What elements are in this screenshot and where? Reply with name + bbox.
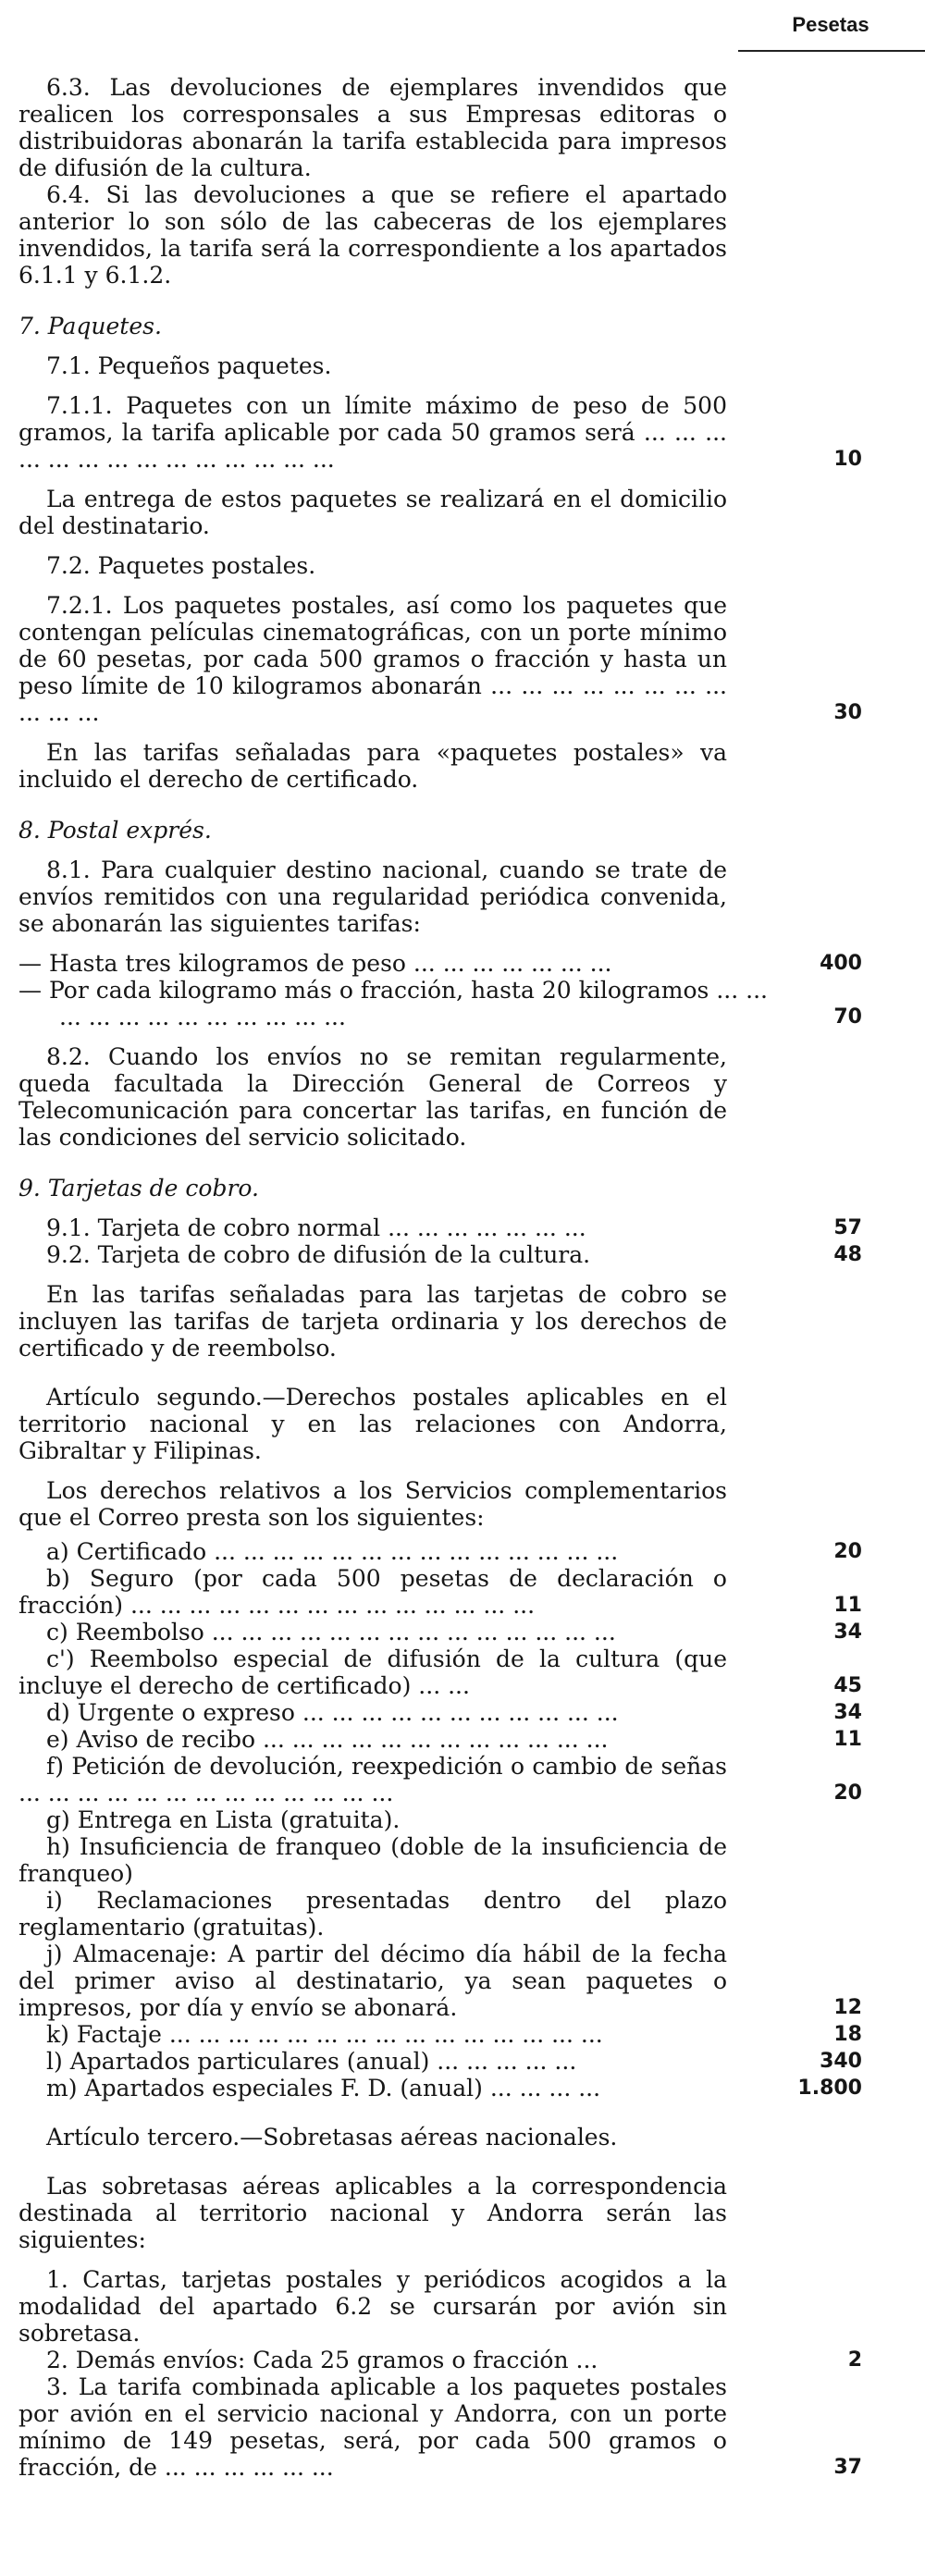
paragraph-7-1: 7.1. Pequeños paquetes. xyxy=(46,352,332,379)
note-7-1 xyxy=(18,486,727,539)
entry-text: 9.2. Tarjeta de cobro de difusión de la cultura. xyxy=(46,1241,591,1268)
list-item: h) Insuficiencia de franqueo (doble de la insuficiencia de franqueo) xyxy=(18,1833,727,1887)
list-item: j) Almacenaje: A partir del décimo día hábil de la fecha del primer aviso al destinatario, ya sean paquetes o impresos, por día y envío se abonará. 12 xyxy=(18,1941,862,2021)
paragraph-6-4: 6.4. Si las devoluciones a que se refiere el apartado anterior lo son sólo de las cabeceras de los ejemplares invendidos, la tarifa será la correspondiente a los apartados 6.1.1 y 6.1.2. xyxy=(18,181,727,289)
list-item: f) Petición de devolución, reexpedición o cambio de señas ... ... ... ... ... ... ... ... ... ... ... ... ... 20 xyxy=(18,1753,862,1806)
list-item: l) Apartados particulares (anual) ... ... ... ... ... 340 xyxy=(46,2048,862,2075)
list-item: c') Reembolso especial de difusión de la cultura (que incluye el derecho de certificado) ... ... 45 xyxy=(18,1645,862,1699)
entry-amount: 10 xyxy=(833,448,862,471)
article-2-intro: Los derechos relativos a los Servicios complementarios que el Correo presta son los siguientes: xyxy=(18,1477,727,1531)
article-3 xyxy=(18,2124,727,2347)
entry-text: — Hasta tres kilogramos de peso ... ... ... ... ... ... ... xyxy=(18,950,612,977)
entry-amount: 400 xyxy=(820,952,862,975)
paragraph-7-1-note: La entrega de estos paquetes se realizará en el domicilio del destinatario. xyxy=(18,486,727,539)
list-item: i) Reclamaciones presentadas dentro del plazo reglamentario (gratuitas). xyxy=(18,1887,727,1941)
entry-amount: 57 xyxy=(833,1216,862,1239)
entry-amount: 48 xyxy=(833,1243,862,1266)
article-3-item-1: 1. Cartas, tarjetas postales y periódicos acogidos a la modalidad del apartado 6.2 se cursarán por avión sin sobretasa. xyxy=(18,2266,727,2347)
entry-9-2 xyxy=(18,1241,906,1268)
list-item: g) Entrega en Lista (gratuita). xyxy=(46,1806,401,1833)
document-body xyxy=(18,74,906,2481)
article-2 xyxy=(18,1384,727,1531)
article-3-intro: Las sobretasas aéreas aplicables a la correspondencia destinada al territorio nacional y Andorra serán las siguientes: xyxy=(18,2173,727,2253)
list-item: d) Urgente o expreso ... ... ... ... ... ... ... ... ... ... ... 34 xyxy=(46,1699,862,1726)
article-2-title: Artículo segundo.—Derechos postales aplicables en el territorio nacional y en las relaciones con Andorra, Gibraltar y Filipinas. xyxy=(18,1384,727,1464)
entry-amount: 30 xyxy=(833,701,862,724)
list-item: e) Aviso de recibo ... ... ... ... ... ... ... ... ... ... ... ... 11 xyxy=(46,1726,862,1753)
entry-amount: 37 xyxy=(833,2456,862,2479)
list-item: b) Seguro (por cada 500 pesetas de declaración o fracción) ... ... ... ... ... ... ... ... ... ... ... ... ... ... 11 xyxy=(18,1565,862,1619)
entry-7-1-1 xyxy=(18,392,906,473)
heading-7: 7. Paquetes. xyxy=(18,313,162,339)
section-8 xyxy=(18,857,727,937)
paragraph-8-1: 8.1. Para cualquier destino nacional, cuando se trate de envíos remitidos con una regularidad periódica convenida, se abonarán las siguientes tarifas: xyxy=(18,857,727,937)
entry-text: 2. Demás envíos: Cada 25 gramos o fracción ... xyxy=(46,2347,598,2373)
section-8-2 xyxy=(18,1043,727,1151)
entry-amount: 70 xyxy=(833,1005,862,1029)
paragraph-9-note: En las tarifas señaladas para las tarjetas de cobro se incluyen las tarifas de tarjeta ordinaria y los derechos de certificado y de reembolso. xyxy=(18,1281,727,1362)
section-6-continued xyxy=(18,74,727,289)
paragraph-6-3: 6.3. Las devoluciones de ejemplares invendidos que realicen los corresponsales a sus Empresas editoras o distribuidoras abonarán la tarifa establecida para impresos de difusión de la cultura. xyxy=(18,74,727,181)
article-3-item-3 xyxy=(18,2373,906,2481)
entry-amount: 2 xyxy=(847,2348,862,2372)
note-9 xyxy=(18,1281,727,1362)
entry-text: — Por cada kilogramo más o fracción, hasta 20 kilogramos ... ... ... ... ... ... ... ... ... ... ... ... xyxy=(18,977,768,1030)
entry-9-1 xyxy=(18,1214,906,1241)
section-7-2 xyxy=(18,552,727,579)
heading-9: 9. Tarjetas de cobro. xyxy=(18,1175,259,1202)
entry-text: 9.1. Tarjeta de cobro normal ... ... ... ... ... ... ... xyxy=(46,1214,586,1241)
pesetas-column-header: Pesetas xyxy=(792,13,870,36)
section-7 xyxy=(18,352,727,379)
list-item: m) Apartados especiales F. D. (anual) ... ... ... ... 1.800 xyxy=(46,2075,862,2101)
list-item: k) Factaje ... ... ... ... ... ... ... ... ... ... ... ... ... ... ... 18 xyxy=(46,2021,862,2048)
list-item: c) Reembolso ... ... ... ... ... ... ... ... ... ... ... ... ... ... 34 xyxy=(46,1619,862,1645)
note-7-2 xyxy=(18,739,727,793)
paragraph-7-2-note: En las tarifas señaladas para «paquetes postales» va incluido el derecho de certificado. xyxy=(18,739,727,793)
article-2-item-list xyxy=(18,1538,906,2101)
paragraph-8-2: 8.2. Cuando los envíos no se remitan regularmente, queda facultada la Dirección General de Correos y Telecomunicación para concertar las tarifas, en función de las condiciones del servicio solicitado. xyxy=(18,1043,727,1151)
entry-8-1-b xyxy=(18,977,906,1030)
entry-text: 7.1.1. Paquetes con un límite máximo de peso de 500 gramos, la tarifa aplicable por cada 50 gramos será ... ... ... ... ... ... ... ... ... ... ... ... ... ... xyxy=(18,392,727,473)
heading-8: 8. Postal exprés. xyxy=(18,817,212,844)
paragraph-7-2: 7.2. Paquetes postales. xyxy=(46,552,316,579)
entry-text: 7.2.1. Los paquetes postales, así como los paquetes que contengan películas cinematográficas, con un porte mínimo de 60 pesetas, por cada 500 gramos o fracción y hasta un peso límite de 10 kilogramos abonarán ... ... ... ... ... ... ... ... ... ... ... xyxy=(18,592,727,726)
header-rule xyxy=(738,50,925,52)
entry-text: 3. La tarifa combinada aplicable a los paquetes postales por avión en el servicio nacional y Andorra, con un porte mínimo de 149 pesetas, será, por cada 500 gramos o fracción, de ... ... ... ... ... ... xyxy=(18,2373,727,2481)
entry-8-1-a xyxy=(18,950,906,977)
article-3-item-2 xyxy=(18,2347,906,2373)
article-3-title: Artículo tercero.—Sobretasas aéreas nacionales. xyxy=(46,2124,618,2151)
entry-7-2-1 xyxy=(18,592,906,726)
list-item: a) Certificado ... ... ... ... ... ... ... ... ... ... ... ... ... ... 20 xyxy=(46,1538,862,1565)
